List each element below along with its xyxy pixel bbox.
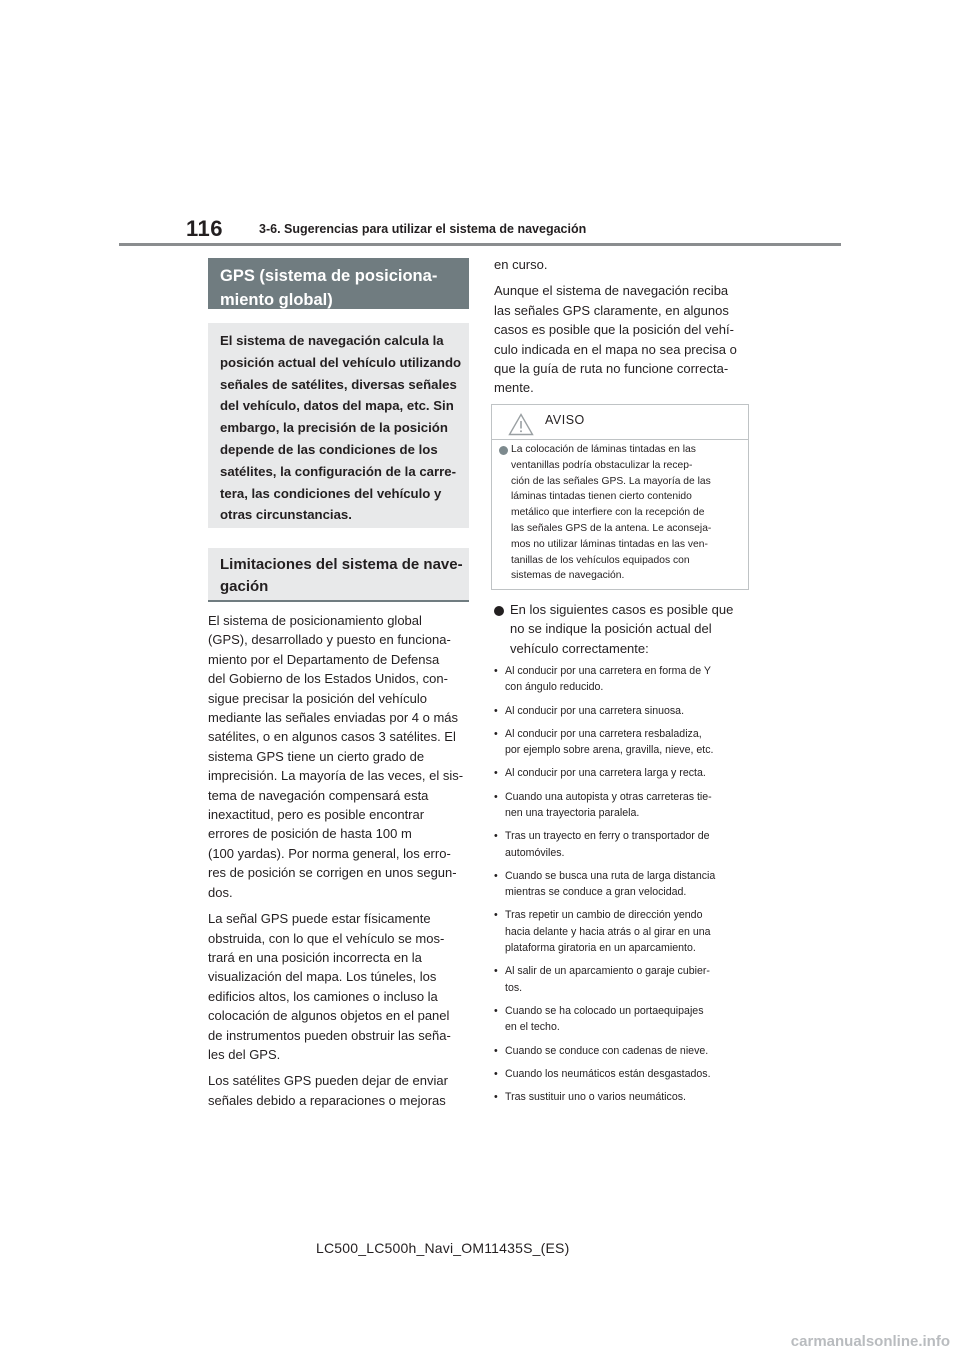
list-item xyxy=(494,1089,749,1105)
gps-section-heading xyxy=(208,258,469,309)
page-number: 116 xyxy=(186,216,223,241)
text-line: inexactitud, pero es posible encontrar xyxy=(208,807,425,823)
text-line: señales debido a reparaciones o mejoras xyxy=(208,1092,446,1108)
bullet-line: tos. xyxy=(505,981,523,994)
text-line: vehículo correctamente: xyxy=(510,640,649,656)
bullet-dot: • xyxy=(494,830,498,843)
bullet-line: Cuando los neumáticos están desgastados. xyxy=(505,1067,711,1080)
text-line: imprecisión. La mayoría de las veces, el sis- xyxy=(208,768,464,784)
text-line: dos. xyxy=(208,884,233,900)
text-line: culo indicada en el mapa no sea precisa o xyxy=(494,341,737,357)
warning-triangle-icon xyxy=(508,413,534,436)
heading-line: GPS (sistema de posiciona- xyxy=(220,267,438,285)
text-line: que la guía de ruta no funcione correcta- xyxy=(494,361,729,377)
list-item xyxy=(494,1066,749,1082)
intro-summary-box xyxy=(208,323,469,528)
text-line: les del GPS. xyxy=(208,1046,281,1062)
notice-text xyxy=(511,442,711,584)
bullet-line: Al conducir por una carretera resbaladiza, xyxy=(505,727,702,740)
bullet-dot: • xyxy=(494,909,498,922)
bullet-line: nen una trayectoria paralela. xyxy=(505,807,640,820)
paragraph xyxy=(494,281,749,397)
bullet-line: en el techo. xyxy=(505,1021,560,1034)
notice-line: metálico que interfiere con la recepción de xyxy=(511,507,705,519)
notice-line: ventanillas podría obstaculizar la recep- xyxy=(511,459,693,471)
notice-bullet-icon xyxy=(499,446,508,455)
cases-intro xyxy=(510,600,733,658)
watermark: carmanualsonline.info xyxy=(790,1333,950,1350)
bullet-dot: • xyxy=(494,704,498,717)
intro-line: El sistema de navegación calcula la xyxy=(220,333,444,348)
intro-line: satélites, la configuración de la carre- xyxy=(220,463,456,479)
bullet-line: Cuando se busca una ruta de larga distancia xyxy=(505,869,716,882)
list-item xyxy=(494,1043,749,1059)
bullet-line: Al salir de un aparcamiento o garaje cubier- xyxy=(505,965,710,978)
text-line: colocación de algunos objetos en el panel xyxy=(208,1008,450,1024)
bullet-line: Tras repetir un cambio de dirección yendo xyxy=(505,909,703,922)
intro-line: otras circunstancias. xyxy=(220,507,352,523)
bullet-dot: • xyxy=(494,1067,498,1080)
notice-header xyxy=(492,405,748,440)
text-line: no se indique la posición actual del xyxy=(510,621,712,637)
bullet-line: con ángulo reducido. xyxy=(505,681,604,694)
bullet-dot: • xyxy=(494,1005,498,1018)
circle-bullet-icon xyxy=(494,606,504,616)
notice-line: láminas tintadas tienen cierto contenido xyxy=(511,491,692,503)
limitations-heading xyxy=(208,548,469,602)
bullet-line: Tras un trayecto en ferry o transportador de xyxy=(505,830,710,843)
right-body-text xyxy=(494,255,749,405)
document-code: LC500_LC500h_Navi_OM11435S_(ES) xyxy=(316,1240,570,1256)
text-line: miento por el Departamento de Defensa xyxy=(208,651,440,667)
intro-line: embargo, la precisión de la posición xyxy=(220,420,448,436)
text-line: El sistema de posicionamiento global xyxy=(208,613,422,628)
intro-line: del vehículo, datos del mapa, etc. Sin xyxy=(220,398,454,414)
text-line: satélites, o en algunos casos 3 satélites. El xyxy=(208,729,456,745)
bullet-dot: • xyxy=(494,727,498,740)
text-line: trará en una posición incorrecta en la xyxy=(208,949,422,965)
text-line: (100 yardas). Por norma general, los erro- xyxy=(208,845,451,861)
bullet-line: por ejemplo sobre arena, gravilla, nieve, etc. xyxy=(505,744,714,757)
text-line: casos es posible que la posición del vehí- xyxy=(494,322,734,338)
list-item xyxy=(494,789,749,822)
warning-notice-box xyxy=(491,404,749,590)
notice-line: sistemas de navegación. xyxy=(511,570,625,582)
left-body-text xyxy=(208,611,473,1117)
bullet-line: Cuando una autopista y otras carreteras tie- xyxy=(505,790,712,803)
text-line: mediante las señales enviadas por 4 o más xyxy=(208,710,459,726)
heading-line: Limitaciones del sistema de nave- xyxy=(220,556,463,573)
text-line: (GPS), desarrollado y puesto en funciona- xyxy=(208,632,451,648)
text-line: Los satélites GPS pueden dejar de enviar xyxy=(208,1073,448,1089)
list-item xyxy=(494,1003,749,1036)
notice-line: las señales GPS de la antena. Le aconseja- xyxy=(511,522,712,534)
text-line: las señales GPS claramente, en algunos xyxy=(494,302,729,318)
text-line: tema de navegación compensará esta xyxy=(208,787,429,803)
paragraph xyxy=(208,611,473,902)
bullet-line: hacia delante y hacia atrás o al girar en una xyxy=(505,925,711,938)
section-header-title: 3-6. Sugerencias para utilizar el sistema de navegación xyxy=(259,222,587,236)
text-line: en curso. xyxy=(494,257,548,272)
intro-line: señales de satélites, diversas señales xyxy=(220,376,457,392)
bullet-dot: • xyxy=(494,1044,498,1057)
text-line: En los siguientes casos es posible que xyxy=(510,602,734,617)
list-item xyxy=(494,663,749,696)
list-item xyxy=(494,963,749,996)
bullet-line: Al conducir por una carretera sinuosa. xyxy=(505,704,685,717)
text-line: mente. xyxy=(494,380,534,396)
list-item xyxy=(494,726,749,759)
text-line: errores de posición de hasta 100 m xyxy=(208,826,412,842)
text-line: res de posición se corrigen en unos segun- xyxy=(208,865,457,881)
heading-line: gación xyxy=(220,578,269,595)
bullet-line: Cuando se ha colocado un portaequipajes xyxy=(505,1005,704,1018)
list-item xyxy=(494,907,749,956)
text-line: sistema GPS tiene un cierto grado de xyxy=(208,748,425,764)
paragraph xyxy=(208,1071,473,1110)
cases-bullet-list xyxy=(494,663,749,1112)
list-item xyxy=(494,828,749,861)
header-divider xyxy=(119,243,841,246)
list-item xyxy=(494,868,749,901)
bullet-dot: • xyxy=(494,965,498,978)
intro-line: tera, las condiciones del vehículo y xyxy=(220,485,442,501)
bullet-line: Al conducir por una carretera larga y recta. xyxy=(505,767,706,780)
text-line: La señal GPS puede estar físicamente xyxy=(208,911,431,927)
bullet-dot: • xyxy=(494,869,498,882)
bullet-line: automóviles. xyxy=(505,846,565,859)
bullet-dot: • xyxy=(494,767,498,780)
bullet-line: mientras se conduce a gran velocidad. xyxy=(505,886,687,899)
bullet-line: Cuando se conduce con cadenas de nieve. xyxy=(505,1044,709,1057)
paragraph xyxy=(494,255,749,274)
bullet-dot: • xyxy=(494,665,498,677)
text-line: del Gobierno de los Estados Unidos, con- xyxy=(208,671,448,687)
notice-line: tanillas de los vehículos equipados con xyxy=(511,554,690,566)
bullet-line: Al conducir por una carretera en forma de Y xyxy=(505,665,711,677)
bullet-line: plataforma giratoria en un aparcamiento. xyxy=(505,942,696,955)
paragraph xyxy=(208,909,473,1064)
heading-line: miento global) xyxy=(220,291,333,309)
notice-title: AVISO xyxy=(545,413,585,427)
text-line: obstruida, con lo que el vehículo se mos- xyxy=(208,930,445,946)
bullet-dot: • xyxy=(494,1091,498,1104)
text-line: sigue precisar la posición del vehículo xyxy=(208,690,427,706)
list-item xyxy=(494,765,749,781)
notice-line: La colocación de láminas tintadas en las xyxy=(511,444,696,455)
bullet-dot: • xyxy=(494,790,498,803)
text-line: Aunque el sistema de navegación reciba xyxy=(494,283,729,299)
intro-line: posición actual del vehículo utilizando xyxy=(220,354,462,370)
text-line: edificios altos, los camiones o incluso la xyxy=(208,988,438,1004)
notice-line: ción de las señales GPS. La mayoría de las xyxy=(511,475,711,487)
notice-line: mos no utilizar láminas tintadas en las ven- xyxy=(511,538,708,550)
text-line: de instrumentos pueden obstruir las seña- xyxy=(208,1027,451,1043)
list-item xyxy=(494,703,749,719)
bullet-line: Tras sustituir uno o varios neumáticos. xyxy=(505,1091,686,1104)
intro-line: depende de las condiciones de los xyxy=(220,441,438,457)
text-line: visualización del mapa. Los túneles, los xyxy=(208,969,437,985)
